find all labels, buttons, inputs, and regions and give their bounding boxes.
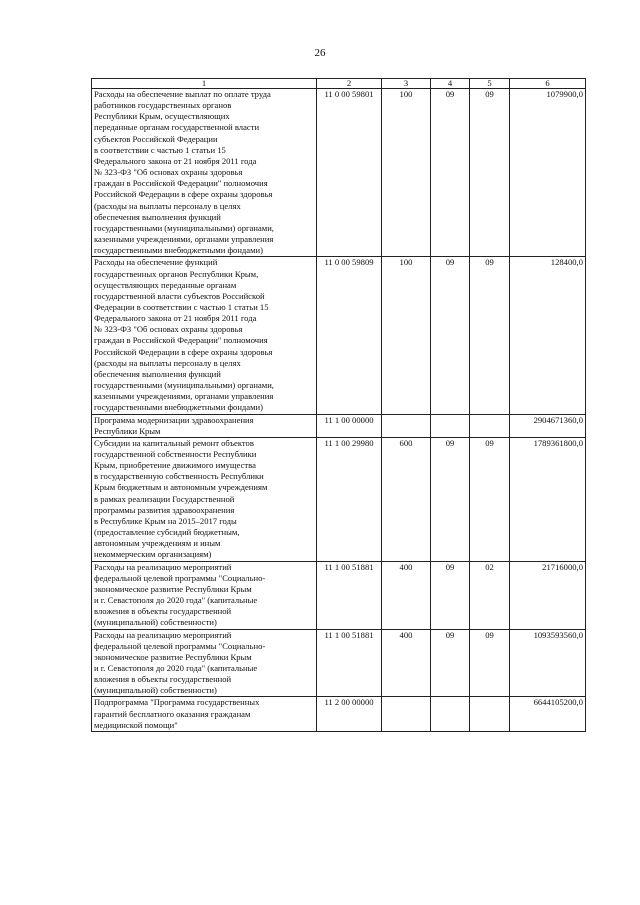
table-row [92,414,586,437]
header-col-4: 4 [431,79,470,89]
row-vr: 100 [382,257,431,414]
row-rz [431,697,470,731]
header-col-5: 5 [470,79,510,89]
row-rz: 09 [431,561,470,629]
row-pr [470,414,510,437]
header-row [92,79,586,89]
budget-table [91,78,586,732]
row-code: 11 0 00 59809 [317,257,382,414]
row-pr: 09 [470,89,510,257]
row-rz: 09 [431,629,470,697]
row-description: Программа модернизации здравоохранения Республики Крым [92,414,317,437]
row-vr [382,414,431,437]
header-col-1: 1 [92,79,317,89]
row-description: Расходы на обеспечение функций государственных органов Республики Крым, осуществляющих переданные органам государственной власти субъектов Российской Федерации в соответствии с частью 1 статьи 15 Федерального закона от 21 ноября 2011 года № 323-ФЗ "Об основах охраны здоровья граждан в Российской Федерации" полномочия Российской Федерации в сфере охраны здоровья (расходы на выплаты персоналу в целях обеспечения выполнения функций государственными (муниципальными) органами, казенными учреждениями, органами управления государственными внебюджетными фондами) [92,257,317,414]
row-pr: 09 [470,437,510,561]
row-sum: 1079900,0 [510,89,586,257]
row-pr: 02 [470,561,510,629]
row-code: 11 1 00 00000 [317,414,382,437]
table-row [92,697,586,731]
row-code: 11 1 00 51881 [317,629,382,697]
row-sum: 21716000,0 [510,561,586,629]
row-rz [431,414,470,437]
row-sum: 1789361800,0 [510,437,586,561]
table-row [92,437,586,561]
row-pr: 09 [470,257,510,414]
table-row [92,257,586,414]
row-vr: 400 [382,629,431,697]
row-vr: 600 [382,437,431,561]
row-sum: 1093593560,0 [510,629,586,697]
row-rz: 09 [431,437,470,561]
row-description: Субсидии на капитальный ремонт объектов государственной собственности Республики Крым, приобретение движимого имущества в государственную собственность Республики Крым бюджетным и автономным учреждениям в рамках реализации Государственной программы развития здравоохранения в Республике Крым на 2015–2017 годы (предоставление субсидий бюджетным, автономным учреждениям и иным некоммерческим организациям) [92,437,317,561]
row-description: Расходы на обеспечение выплат по оплате труда работников государственных органов Республики Крым, осуществляющих переданные органам государственной власти субъектов Российской Федерации в соответствии с частью 1 статьи 15 Федерального закона от 21 ноября 2011 года № 323-ФЗ "Об основах охраны здоровья граждан в Российской Федерации" полномочия Российской Федерации в сфере охраны здоровья (расходы на выплаты персоналу в целях обеспечения выполнения функций государственными (муниципальными) органами, казенными учреждениями, органами управления государственными внебюджетными фондами) [92,89,317,257]
row-code: 11 1 00 29980 [317,437,382,561]
row-rz: 09 [431,257,470,414]
header-col-6: 6 [510,79,586,89]
row-sum: 2904671360,0 [510,414,586,437]
row-description: Подпрограмма "Программа государственных гарантий бесплатного оказания гражданам медицинской помощи" [92,697,317,731]
table-row [92,629,586,697]
header-col-3: 3 [382,79,431,89]
header-col-2: 2 [317,79,382,89]
row-vr: 400 [382,561,431,629]
row-vr [382,697,431,731]
row-pr: 09 [470,629,510,697]
row-code: 11 1 00 51881 [317,561,382,629]
row-code: 11 0 00 59801 [317,89,382,257]
row-sum: 128400,0 [510,257,586,414]
row-pr [470,697,510,731]
page-number: 26 [314,47,326,59]
table-row [92,89,586,257]
table-row [92,561,586,629]
row-code: 11 2 00 00000 [317,697,382,731]
row-description: Расходы на реализацию мероприятий федеральной целевой программы "Социально- экономическое развитие Республики Крым и г. Севастополя до 2020 года" (капитальные вложения в объекты государственной (муниципальной) собственности) [92,629,317,697]
row-vr: 100 [382,89,431,257]
row-rz: 09 [431,89,470,257]
row-description: Расходы на реализацию мероприятий федеральной целевой программы "Социально- экономическое развитие Республики Крым и г. Севастополя до 2020 года" (капитальные вложения в объекты государственной (муниципальной) собственности) [92,561,317,629]
row-sum: 6644105200,0 [510,697,586,731]
